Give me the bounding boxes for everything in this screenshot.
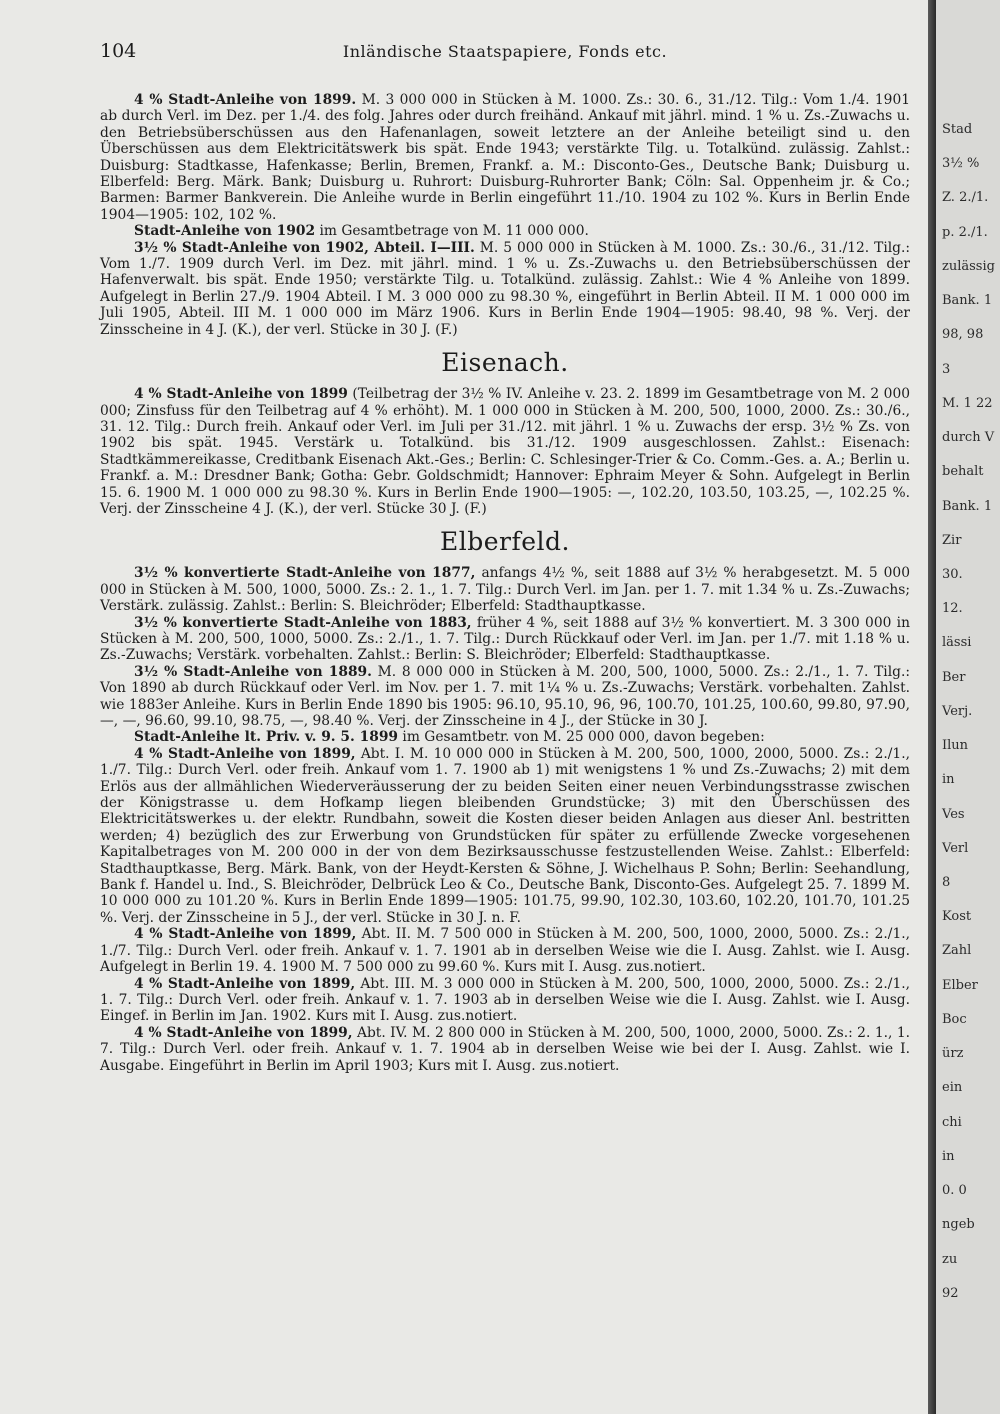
bond-entry-text: (Teilbetrag der 3½ % IV. Anleihe v. 23. 2. 1899 im Gesamtbetrage von M. 2 000 000; Zinsfuss für den Teilbetrag auf 4 % erhöht). M. 1 000 000 in Stücken à M. 200, 500, 1000, 2000. Zs.: 30./6., 31. 12. Tilg.: Durch freih. Ankauf oder Verl. im Juli per 31./12. mit jährl. 1 % u. Zuwachs der ersp. 3½ % Zs. von 1902 bis spät. 1945. Verstärk u. Totalkünd. bis 31./12. 1909 ausgeschlossen. Zahlst.: Eisenach: Stadtkämmereikasse, Creditbank Eisenach Akt.-Ges.; Berlin: C. Schlesinger-Trier & Co. Comm.-Ges. a. A.; Berlin u. Frankf. a. M.: Dresdner Bank; Gotha: Gebr. Goldschmidt; Hannover: Ephraim Meyer & Sohn. Aufgelegt in Berlin 15. 6. 1900 M. 1 000 000 zu 98.30 %. Kurs in Berlin Ende 1900—1905: —, 102.20, 103.50, 103.25, —, 102.25 %. Verj. der Zinsscheine 4 J. (K.), der verl. Stücke 30 J. (F.) bbox=[100, 386, 911, 517]
adjacent-page-fragment: Zir bbox=[942, 532, 962, 548]
adjacent-page-fragment: ngeb bbox=[942, 1217, 975, 1233]
bond-entry-text: im Gesamtbetrage von M. 11 000 000. bbox=[315, 223, 589, 240]
adjacent-page-fragment: Verj. bbox=[942, 703, 973, 719]
adjacent-page-fragment: Elber bbox=[942, 977, 978, 993]
city-heading: Elberfeld. bbox=[440, 527, 570, 557]
adjacent-page-fragment: Ilun bbox=[942, 738, 969, 754]
adjacent-page-fragment: 0. 0 bbox=[942, 1183, 967, 1199]
adjacent-page-fragment: Ves bbox=[942, 806, 965, 822]
adjacent-page-fragment: Kost bbox=[942, 909, 972, 925]
adjacent-page-edge bbox=[936, 0, 1000, 1414]
adjacent-page-fragment: 12. bbox=[942, 601, 963, 617]
adjacent-page-fragment: 3 bbox=[942, 361, 951, 377]
bond-entry-text: M. 3 000 000 in Stücken à M. 1000. Zs.: 30. 6., 31./12. Tilg.: Vom 1./4. 1901 ab durch Verl. im Dez. per 1./4. des folg. Jahres oder durch freihänd. Ankauf mit jährl. mind. 1 % u. Zs.-Zuwachs u. den Betriebsüberschüssen aus den Hafenanlagen, soweit letztere an der Anleihe beteiligt sind u. den Überschüssen aus dem Elektricitätswerk bis spät. Ende 1943; verstärkte Tilg. u. Totalkünd. zulässig. Zahlst.: Duisburg: Stadtkasse, Hafenkasse; Berlin, Bremen, Frankf. a. M.: Disconto-Ges., Deutsche Bank; Duisburg u. Elberfeld: Berg. Märk. Bank; Duisburg u. Ruhrort: Duisburg-Ruhrorter Bank; Cöln: Sal. Oppenheim jr. & Co.; Barmen: Barmer Bankverein. Die Anleihe wurde in Berlin eingeführt 11./10. 1904 zu 102 %. Kurs in Berlin Ende 1904—1905: 102, 102 %. bbox=[100, 92, 910, 223]
adjacent-page-fragment: Verl bbox=[942, 840, 969, 856]
book-gutter bbox=[928, 0, 936, 1414]
page-header bbox=[100, 40, 910, 64]
bond-entry-title: 4 % Stadt-Anleihe von 1899, bbox=[134, 975, 356, 992]
adjacent-page-fragment: 98, 98 bbox=[942, 327, 984, 343]
adjacent-page-fragment: Boc bbox=[942, 1011, 967, 1027]
bond-entry-text: Abt. III. M. 3 000 000 in Stücken à M. 200, 500, 1000, 2000, 5000. Zs.: 2./1., 1. 7. Tilg.: Durch Verl. oder freih. Ankauf v. 1. 7. 1903 ab in derselben Weise wie die I. Ausg. Zahlst. wie I. Ausg. Eingef. in Berlin im Jan. 1902. Kurs mit I. Ausg. zus.notiert. bbox=[100, 975, 910, 1025]
bond-entry bbox=[100, 976, 910, 1025]
bond-entry bbox=[100, 223, 910, 239]
bond-entry bbox=[100, 565, 910, 614]
bond-entry-title: 3½ % Stadt-Anleihe von 1889. bbox=[134, 663, 372, 680]
adjacent-page-fragment: Z. 2./1. bbox=[942, 190, 989, 206]
page-number: 104 bbox=[100, 40, 137, 62]
bond-entry bbox=[100, 926, 910, 975]
adjacent-page-fragment: durch V bbox=[942, 430, 995, 446]
adjacent-page-fragment: chi bbox=[942, 1114, 962, 1130]
adjacent-page-fragment: Bank. 1 bbox=[942, 293, 993, 309]
adjacent-page-fragment: Bank. 1 bbox=[942, 498, 993, 514]
bond-entry-text: Abt. II. M. 7 500 000 in Stücken à M. 200, 500, 1000, 2000, 5000. Zs.: 2./1., 1./7. Tilg.: Durch Verl. oder freih. Ankauf v. 1. 7. 1901 ab in derselben Weise wie die I. Ausg. Zahlst. wie I. Ausg. Aufgelegt in Berlin 19. 4. 1900 M. 7 500 000 zu 99.60 %. Kurs mit I. Ausg. zus.notiert. bbox=[100, 926, 910, 976]
bond-entry bbox=[100, 1025, 910, 1074]
adjacent-page-fragment: in bbox=[942, 772, 955, 788]
bond-entry-title: 4 % Stadt-Anleihe von 1899, bbox=[134, 1024, 353, 1041]
bond-entry-title: 4 % Stadt-Anleihe von 1899 bbox=[134, 386, 348, 403]
bond-entry bbox=[100, 615, 910, 664]
bond-entry-text: anfangs 4½ %, seit 1888 auf 3½ % herabgesetzt. M. 5 000 000 in Stücken à M. 500, 1000, 5000. Zs.: 2. 1., 1. 7. Tilg.: Durch Verl. im Jan. per 1. 7. mit 1.34 % u. Zs.-Zuwachs; Verstärk. zulässig. Zahlst.: Berlin: S. Bleichröder; Elberfeld: Stadthauptkasse. bbox=[100, 565, 910, 615]
bond-entry-title: Stadt-Anleihe von 1902 bbox=[134, 223, 316, 240]
adjacent-page-fragment: 8 bbox=[942, 875, 951, 891]
bond-entry bbox=[100, 92, 910, 223]
bond-entry-text: M. 8 000 000 in Stücken à M. 200, 500, 1000, 5000. Zs.: 2./1., 1. 7. Tilg.: Von 1890 ab durch Rückkauf oder Verl. im Nov. per 1. 7. mit 1¼ % u. Zs.-Zuwachs; Verstärk. vorbehalten. Zahlst. wie 1883er Anleihe. Kurs in Berlin Ende 1890 bis 1905: 96.10, 95.10, 96, 96, 100.70, 101.25, 100.60, 99.80, 97.90, —, —, 96.60, 99.10, 98.75, —, 98.40 %. Verj. der Zinsscheine in 4 J., der Stücke in 30 J. bbox=[100, 663, 910, 729]
adjacent-page-fragment: Ber bbox=[942, 669, 966, 685]
bond-entry-text: im Gesamtbetr. von M. 25 000 000, davon begeben: bbox=[398, 729, 765, 746]
adjacent-page-fragment: 3½ % bbox=[942, 156, 980, 172]
bond-entry-title: 4 % Stadt-Anleihe von 1899, bbox=[134, 926, 357, 943]
bond-entry-text: früher 4 %, seit 1888 auf 3½ % konvertiert. M. 3 300 000 in Stücken à M. 200, 500, 1000, 5000. Zs.: 2./1., 1. 7. Tilg.: Durch Rückkauf oder Verl. im Jan. per 1./7. mit 1.18 % u. Zs.-Zuwachs; Verstärk. vorbehalten. Zahlst.: Berlin: S. Bleichröder; Elberfeld: Stadthauptkasse. bbox=[100, 614, 910, 664]
bond-entry-title: 4 % Stadt-Anleihe von 1899, bbox=[134, 745, 356, 762]
bond-entry bbox=[100, 729, 910, 745]
bond-entry bbox=[100, 746, 910, 926]
bond-entry bbox=[100, 386, 910, 517]
adjacent-page-fragment: behalt bbox=[942, 464, 984, 480]
adjacent-page-fragment: 30. bbox=[942, 566, 963, 582]
adjacent-page-fragment: M. 1 22 bbox=[942, 395, 993, 411]
adjacent-page-fragment: zulässig bbox=[942, 258, 995, 274]
adjacent-page-fragment: Zahl bbox=[942, 943, 972, 959]
adjacent-page-fragment: ein bbox=[942, 1080, 963, 1096]
bond-entry-title: 3½ % konvertierte Stadt-Anleihe von 1877, bbox=[134, 565, 476, 582]
adjacent-page-fragment: p. 2./1. bbox=[942, 224, 988, 240]
bond-entry-title: 3½ % Stadt-Anleihe von 1902, Abteil. I—III. bbox=[134, 239, 475, 256]
adjacent-page-fragment: zu bbox=[942, 1251, 958, 1267]
adjacent-page-fragment: 92 bbox=[942, 1285, 959, 1301]
city-heading: Eisenach. bbox=[441, 348, 569, 378]
bond-entry-text: Abt. I. M. 10 000 000 in Stücken à M. 200, 500, 1000, 2000, 5000. Zs.: 2./1., 1./7. Tilg.: Durch Verl. oder freih. Ankauf vom 1. 7. 1900 ab 1) mit wenigstens 1 % und Zs.-Zuwachs; 2) mit dem Erlös aus der allmählichen Wiederveräusserung der zu beiden Seiten einer neuen Verbindungsstrasse zwischen der Königstrasse u. dem Hofkamp liegen bleibenden Grundstücke; 3) mit den Überschüssen des Elektricitätswerkes u. der elektr. Rundbahn, soweit die Kosten dieser beiden Anlagen aus dieser Anl. bestritten werden; 4) bezüglich des zur Erwerbung von Grundstücken für später zu erfüllende Zwecke vorgesehenen Kapitalbetrages von M. 200 000 in der von dem Bezirksausschusse festzustellenden Weise. Zahlst.: Elberfeld: Stadthauptkasse, Berg. Märk. Bank, von der Heydt-Kersten & Söhne, J. Wichelhaus P. Sohn; Berlin: Seehandlung, Bank f. Handel u. Ind., S. Bleichröder, Delbrück Leo & Co., Deutsche Bank, Disconto-Ges. Aufgelegt 25. 7. 1899 M. 10 000 000 zu 101.20 %. Kurs in Berlin Ende 1899—1905: 101.75, 99.90, 102.30, 103.60, 102.20, 101.70, 101.25 %. Verj. der Zinsscheine in 5 J., der verl. Stücke in 30 J. n. F. bbox=[100, 745, 910, 926]
bond-entry-title: 3½ % konvertierte Stadt-Anleihe von 1883, bbox=[134, 614, 472, 631]
adjacent-page-fragment: ürz bbox=[942, 1046, 964, 1062]
adjacent-page-fragment: in bbox=[942, 1148, 955, 1164]
adjacent-page-fragment: Stad bbox=[942, 122, 973, 137]
bond-entry-title: Stadt-Anleihe lt. Priv. v. 9. 5. 1899 bbox=[134, 729, 399, 746]
adjacent-page-fragment: lässi bbox=[942, 635, 972, 651]
bond-entry bbox=[100, 240, 910, 338]
page-body bbox=[100, 92, 910, 1074]
running-head: Inländische Staatspapiere, Fonds etc. bbox=[342, 42, 668, 61]
bond-entry-text: Abt. IV. M. 2 800 000 in Stücken à M. 200, 500, 1000, 2000, 5000. Zs.: 2. 1., 1. 7. Tilg.: Durch Verl. oder freih. Ankauf v. 1. 7. 1904 ab in derselben Weise wie bei der I. Ausg. Zahlst. wie I. Ausgabe. Eingeführt in Berlin im April 1903; Kurs mit I. Ausg. zus.notiert. bbox=[100, 1024, 910, 1074]
bond-entry-title: 4 % Stadt-Anleihe von 1899. bbox=[134, 92, 357, 108]
bond-entry bbox=[100, 664, 910, 730]
bond-entry-text: M. 5 000 000 in Stücken à M. 1000. Zs.: 30./6., 31./12. Tilg.: Vom 1./7. 1909 durch Verl. im Dez. mit jährl. mind. 1 % u. Zs.-Zuwachs u. den Betriebsüberschüssen der Hafenverwalt. bis spät. Ende 1950; verstärkte Tilg. u. Totalkünd. zulässig. Zahlst.: Wie 4 % Anleihe von 1899. Aufgelegt in Berlin 27./9. 1904 Abteil. I M. 3 000 000 zu 98.30 %, eingeführt in Berlin Abteil. II M. 1 000 000 im Juli 1905, Abteil. III M. 1 000 000 im März 1906. Kurs in Berlin Ende 1904—1905: 98.40, 98 %. Verj. der Zinsscheine in 4 J. (K.), der verl. Stücke in 30 J. (F.) bbox=[100, 239, 911, 338]
